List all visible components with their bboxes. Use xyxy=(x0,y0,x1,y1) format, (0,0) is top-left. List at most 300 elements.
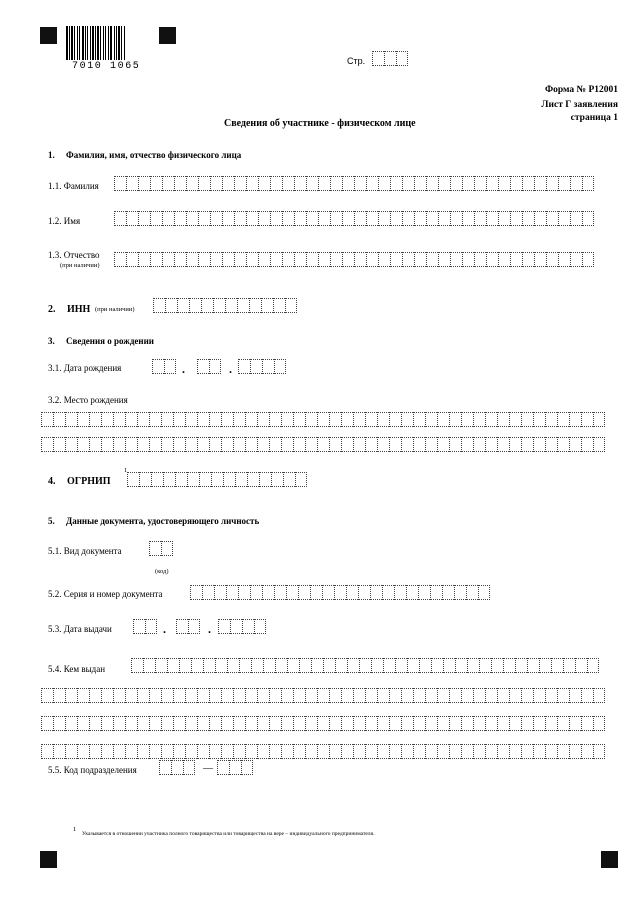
input-cell[interactable] xyxy=(250,585,262,600)
input-cell[interactable] xyxy=(77,716,89,731)
input-cell[interactable] xyxy=(217,760,229,775)
input-cell[interactable] xyxy=(473,688,485,703)
input-cell[interactable] xyxy=(317,716,329,731)
birth-day-cells[interactable] xyxy=(152,359,176,374)
input-cell[interactable] xyxy=(186,211,198,226)
input-cell[interactable] xyxy=(318,211,330,226)
input-cell[interactable] xyxy=(461,688,473,703)
input-cell[interactable] xyxy=(161,744,173,759)
input-cell[interactable] xyxy=(593,437,605,452)
input-cell[interactable] xyxy=(438,252,450,267)
input-cell[interactable] xyxy=(65,688,77,703)
input-cell[interactable] xyxy=(389,688,401,703)
input-cell[interactable] xyxy=(378,176,390,191)
input-cell[interactable] xyxy=(450,211,462,226)
input-cell[interactable] xyxy=(437,412,449,427)
input-cell[interactable] xyxy=(425,716,437,731)
input-cell[interactable] xyxy=(443,658,455,673)
input-cell[interactable] xyxy=(227,658,239,673)
input-cell[interactable] xyxy=(238,585,250,600)
birth-year-cells[interactable] xyxy=(238,359,286,374)
input-cell[interactable] xyxy=(247,472,259,487)
input-cell[interactable] xyxy=(293,412,305,427)
input-cell[interactable] xyxy=(305,744,317,759)
input-cell[interactable] xyxy=(275,658,287,673)
input-cell[interactable] xyxy=(175,472,187,487)
input-cell[interactable] xyxy=(569,716,581,731)
input-cell[interactable] xyxy=(438,176,450,191)
input-cell[interactable] xyxy=(101,688,113,703)
input-cell[interactable] xyxy=(437,688,449,703)
input-cell[interactable] xyxy=(77,688,89,703)
input-cell[interactable] xyxy=(53,412,65,427)
surname-cells[interactable] xyxy=(114,176,594,191)
input-cell[interactable] xyxy=(437,437,449,452)
input-cell[interactable] xyxy=(173,688,185,703)
input-cell[interactable] xyxy=(438,211,450,226)
input-cell[interactable] xyxy=(257,716,269,731)
input-cell[interactable] xyxy=(563,658,575,673)
input-cell[interactable] xyxy=(269,412,281,427)
input-cell[interactable] xyxy=(587,658,599,673)
input-cell[interactable] xyxy=(365,716,377,731)
input-cell[interactable] xyxy=(581,744,593,759)
input-cell[interactable] xyxy=(167,658,179,673)
input-cell[interactable] xyxy=(41,744,53,759)
input-cell[interactable] xyxy=(582,176,594,191)
input-cell[interactable] xyxy=(330,211,342,226)
input-cell[interactable] xyxy=(497,412,509,427)
input-cell[interactable] xyxy=(377,716,389,731)
input-cell[interactable] xyxy=(449,688,461,703)
input-cell[interactable] xyxy=(510,252,522,267)
input-cell[interactable] xyxy=(359,658,371,673)
input-cell[interactable] xyxy=(533,437,545,452)
input-cell[interactable] xyxy=(101,716,113,731)
input-cell[interactable] xyxy=(188,619,200,634)
input-cell[interactable] xyxy=(406,585,418,600)
input-cell[interactable] xyxy=(210,252,222,267)
input-cell[interactable] xyxy=(198,176,210,191)
division-code-cells-1[interactable] xyxy=(159,760,195,775)
input-cell[interactable] xyxy=(210,176,222,191)
input-cell[interactable] xyxy=(41,437,53,452)
input-cell[interactable] xyxy=(145,619,157,634)
input-cell[interactable] xyxy=(293,744,305,759)
input-cell[interactable] xyxy=(389,437,401,452)
input-cell[interactable] xyxy=(419,658,431,673)
input-cell[interactable] xyxy=(534,211,546,226)
input-cell[interactable] xyxy=(546,211,558,226)
input-cell[interactable] xyxy=(414,211,426,226)
input-cell[interactable] xyxy=(450,176,462,191)
input-cell[interactable] xyxy=(497,437,509,452)
input-cell[interactable] xyxy=(258,211,270,226)
input-cell[interactable] xyxy=(161,688,173,703)
input-cell[interactable] xyxy=(222,211,234,226)
input-cell[interactable] xyxy=(534,252,546,267)
input-cell[interactable] xyxy=(342,252,354,267)
input-cell[interactable] xyxy=(473,744,485,759)
input-cell[interactable] xyxy=(329,716,341,731)
input-cell[interactable] xyxy=(53,744,65,759)
input-cell[interactable] xyxy=(521,412,533,427)
input-cell[interactable] xyxy=(378,211,390,226)
input-cell[interactable] xyxy=(242,619,254,634)
input-cell[interactable] xyxy=(173,437,185,452)
input-cell[interactable] xyxy=(390,176,402,191)
input-cell[interactable] xyxy=(222,252,234,267)
input-cell[interactable] xyxy=(151,472,163,487)
input-cell[interactable] xyxy=(425,437,437,452)
input-cell[interactable] xyxy=(545,412,557,427)
input-cell[interactable] xyxy=(521,716,533,731)
input-cell[interactable] xyxy=(259,472,271,487)
input-cell[interactable] xyxy=(377,744,389,759)
input-cell[interactable] xyxy=(173,412,185,427)
input-cell[interactable] xyxy=(209,688,221,703)
input-cell[interactable] xyxy=(293,437,305,452)
input-cell[interactable] xyxy=(77,437,89,452)
input-cell[interactable] xyxy=(161,437,173,452)
input-cell[interactable] xyxy=(382,585,394,600)
input-cell[interactable] xyxy=(201,298,213,313)
input-cell[interactable] xyxy=(113,688,125,703)
input-cell[interactable] xyxy=(238,359,250,374)
input-cell[interactable] xyxy=(286,585,298,600)
input-cell[interactable] xyxy=(545,437,557,452)
input-cell[interactable] xyxy=(557,716,569,731)
input-cell[interactable] xyxy=(237,298,249,313)
input-cell[interactable] xyxy=(317,412,329,427)
input-cell[interactable] xyxy=(101,412,113,427)
document-series-number-cells[interactable] xyxy=(190,585,490,600)
input-cell[interactable] xyxy=(101,744,113,759)
document-type-cells[interactable] xyxy=(149,541,173,556)
birth-place-cells-row-2[interactable] xyxy=(41,437,605,452)
input-cell[interactable] xyxy=(366,176,378,191)
input-cell[interactable] xyxy=(89,716,101,731)
input-cell[interactable] xyxy=(198,211,210,226)
input-cell[interactable] xyxy=(353,688,365,703)
input-cell[interactable] xyxy=(522,211,534,226)
input-cell[interactable] xyxy=(137,688,149,703)
input-cell[interactable] xyxy=(114,211,126,226)
input-cell[interactable] xyxy=(474,211,486,226)
input-cell[interactable] xyxy=(233,716,245,731)
input-cell[interactable] xyxy=(533,716,545,731)
input-cell[interactable] xyxy=(557,744,569,759)
input-cell[interactable] xyxy=(294,176,306,191)
input-cell[interactable] xyxy=(197,716,209,731)
input-cell[interactable] xyxy=(269,716,281,731)
input-cell[interactable] xyxy=(414,252,426,267)
input-cell[interactable] xyxy=(218,619,230,634)
input-cell[interactable] xyxy=(365,744,377,759)
input-cell[interactable] xyxy=(113,716,125,731)
issue-day-cells[interactable] xyxy=(133,619,157,634)
input-cell[interactable] xyxy=(274,585,286,600)
input-cell[interactable] xyxy=(257,688,269,703)
birth-place-cells-row-1[interactable] xyxy=(41,412,605,427)
input-cell[interactable] xyxy=(346,585,358,600)
input-cell[interactable] xyxy=(485,688,497,703)
input-cell[interactable] xyxy=(221,744,233,759)
input-cell[interactable] xyxy=(546,252,558,267)
input-cell[interactable] xyxy=(149,541,161,556)
input-cell[interactable] xyxy=(173,716,185,731)
ogrnip-cells[interactable] xyxy=(127,472,307,487)
input-cell[interactable] xyxy=(234,252,246,267)
input-cell[interactable] xyxy=(53,437,65,452)
input-cell[interactable] xyxy=(261,298,273,313)
input-cell[interactable] xyxy=(221,437,233,452)
input-cell[interactable] xyxy=(174,252,186,267)
input-cell[interactable] xyxy=(473,412,485,427)
input-cell[interactable] xyxy=(395,658,407,673)
input-cell[interactable] xyxy=(186,176,198,191)
input-cell[interactable] xyxy=(545,688,557,703)
input-cell[interactable] xyxy=(245,688,257,703)
input-cell[interactable] xyxy=(215,658,227,673)
input-cell[interactable] xyxy=(545,744,557,759)
input-cell[interactable] xyxy=(534,176,546,191)
input-cell[interactable] xyxy=(299,658,311,673)
input-cell[interactable] xyxy=(269,744,281,759)
input-cell[interactable] xyxy=(197,688,209,703)
input-cell[interactable] xyxy=(245,412,257,427)
input-cell[interactable] xyxy=(138,252,150,267)
input-cell[interactable] xyxy=(281,412,293,427)
input-cell[interactable] xyxy=(101,437,113,452)
input-cell[interactable] xyxy=(497,688,509,703)
input-cell[interactable] xyxy=(569,688,581,703)
input-cell[interactable] xyxy=(558,211,570,226)
input-cell[interactable] xyxy=(570,252,582,267)
input-cell[interactable] xyxy=(197,744,209,759)
input-cell[interactable] xyxy=(413,412,425,427)
input-cell[interactable] xyxy=(305,437,317,452)
input-cell[interactable] xyxy=(133,619,145,634)
input-cell[interactable] xyxy=(211,472,223,487)
input-cell[interactable] xyxy=(377,412,389,427)
input-cell[interactable] xyxy=(450,252,462,267)
input-cell[interactable] xyxy=(396,51,408,66)
input-cell[interactable] xyxy=(209,412,221,427)
input-cell[interactable] xyxy=(558,252,570,267)
input-cell[interactable] xyxy=(569,412,581,427)
input-cell[interactable] xyxy=(173,744,185,759)
input-cell[interactable] xyxy=(509,744,521,759)
input-cell[interactable] xyxy=(449,412,461,427)
input-cell[interactable] xyxy=(491,658,503,673)
input-cell[interactable] xyxy=(161,541,173,556)
input-cell[interactable] xyxy=(413,744,425,759)
input-cell[interactable] xyxy=(317,437,329,452)
input-cell[interactable] xyxy=(258,252,270,267)
input-cell[interactable] xyxy=(557,688,569,703)
input-cell[interactable] xyxy=(442,585,454,600)
input-cell[interactable] xyxy=(222,176,234,191)
input-cell[interactable] xyxy=(257,437,269,452)
input-cell[interactable] xyxy=(462,176,474,191)
input-cell[interactable] xyxy=(569,437,581,452)
input-cell[interactable] xyxy=(485,716,497,731)
input-cell[interactable] xyxy=(478,585,490,600)
input-cell[interactable] xyxy=(139,472,151,487)
input-cell[interactable] xyxy=(593,744,605,759)
input-cell[interactable] xyxy=(150,252,162,267)
input-cell[interactable] xyxy=(353,437,365,452)
input-cell[interactable] xyxy=(390,211,402,226)
input-cell[interactable] xyxy=(486,176,498,191)
input-cell[interactable] xyxy=(509,688,521,703)
input-cell[interactable] xyxy=(402,176,414,191)
input-cell[interactable] xyxy=(437,744,449,759)
input-cell[interactable] xyxy=(197,437,209,452)
input-cell[interactable] xyxy=(306,252,318,267)
input-cell[interactable] xyxy=(209,716,221,731)
input-cell[interactable] xyxy=(581,716,593,731)
input-cell[interactable] xyxy=(282,176,294,191)
input-cell[interactable] xyxy=(298,585,310,600)
input-cell[interactable] xyxy=(407,658,419,673)
input-cell[interactable] xyxy=(479,658,491,673)
input-cell[interactable] xyxy=(330,252,342,267)
input-cell[interactable] xyxy=(425,744,437,759)
input-cell[interactable] xyxy=(165,298,177,313)
input-cell[interactable] xyxy=(176,619,188,634)
input-cell[interactable] xyxy=(198,252,210,267)
input-cell[interactable] xyxy=(89,412,101,427)
input-cell[interactable] xyxy=(498,252,510,267)
inn-cells[interactable] xyxy=(153,298,297,313)
input-cell[interactable] xyxy=(77,412,89,427)
input-cell[interactable] xyxy=(269,437,281,452)
input-cell[interactable] xyxy=(149,412,161,427)
input-cell[interactable] xyxy=(575,658,587,673)
input-cell[interactable] xyxy=(127,472,139,487)
input-cell[interactable] xyxy=(449,744,461,759)
input-cell[interactable] xyxy=(189,298,201,313)
input-cell[interactable] xyxy=(113,744,125,759)
input-cell[interactable] xyxy=(329,437,341,452)
input-cell[interactable] xyxy=(509,437,521,452)
input-cell[interactable] xyxy=(249,298,261,313)
input-cell[interactable] xyxy=(310,585,322,600)
input-cell[interactable] xyxy=(233,437,245,452)
input-cell[interactable] xyxy=(125,688,137,703)
input-cell[interactable] xyxy=(274,359,286,374)
input-cell[interactable] xyxy=(486,211,498,226)
input-cell[interactable] xyxy=(497,744,509,759)
input-cell[interactable] xyxy=(354,176,366,191)
input-cell[interactable] xyxy=(330,176,342,191)
input-cell[interactable] xyxy=(202,585,214,600)
input-cell[interactable] xyxy=(125,716,137,731)
input-cell[interactable] xyxy=(262,585,274,600)
input-cell[interactable] xyxy=(153,298,165,313)
input-cell[interactable] xyxy=(521,437,533,452)
input-cell[interactable] xyxy=(383,658,395,673)
input-cell[interactable] xyxy=(137,744,149,759)
input-cell[interactable] xyxy=(557,437,569,452)
input-cell[interactable] xyxy=(402,211,414,226)
input-cell[interactable] xyxy=(294,252,306,267)
input-cell[interactable] xyxy=(197,412,209,427)
input-cell[interactable] xyxy=(155,658,167,673)
input-cell[interactable] xyxy=(209,744,221,759)
input-cell[interactable] xyxy=(533,744,545,759)
input-cell[interactable] xyxy=(270,252,282,267)
input-cell[interactable] xyxy=(413,437,425,452)
input-cell[interactable] xyxy=(498,176,510,191)
input-cell[interactable] xyxy=(366,211,378,226)
input-cell[interactable] xyxy=(186,252,198,267)
page-number-cells[interactable] xyxy=(372,51,408,66)
input-cell[interactable] xyxy=(53,716,65,731)
input-cell[interactable] xyxy=(114,252,126,267)
input-cell[interactable] xyxy=(593,716,605,731)
input-cell[interactable] xyxy=(474,176,486,191)
input-cell[interactable] xyxy=(41,688,53,703)
input-cell[interactable] xyxy=(341,744,353,759)
input-cell[interactable] xyxy=(341,688,353,703)
input-cell[interactable] xyxy=(358,585,370,600)
input-cell[interactable] xyxy=(509,412,521,427)
input-cell[interactable] xyxy=(329,744,341,759)
issued-by-cells-row-4[interactable] xyxy=(41,744,605,759)
input-cell[interactable] xyxy=(65,412,77,427)
input-cell[interactable] xyxy=(199,472,211,487)
input-cell[interactable] xyxy=(233,744,245,759)
input-cell[interactable] xyxy=(131,658,143,673)
input-cell[interactable] xyxy=(179,658,191,673)
input-cell[interactable] xyxy=(329,688,341,703)
input-cell[interactable] xyxy=(581,437,593,452)
input-cell[interactable] xyxy=(305,412,317,427)
input-cell[interactable] xyxy=(522,176,534,191)
input-cell[interactable] xyxy=(150,176,162,191)
input-cell[interactable] xyxy=(214,585,226,600)
input-cell[interactable] xyxy=(229,760,241,775)
input-cell[interactable] xyxy=(317,744,329,759)
input-cell[interactable] xyxy=(474,252,486,267)
input-cell[interactable] xyxy=(418,585,430,600)
input-cell[interactable] xyxy=(185,744,197,759)
input-cell[interactable] xyxy=(402,252,414,267)
input-cell[interactable] xyxy=(226,585,238,600)
input-cell[interactable] xyxy=(223,472,235,487)
input-cell[interactable] xyxy=(370,585,382,600)
input-cell[interactable] xyxy=(365,412,377,427)
input-cell[interactable] xyxy=(257,412,269,427)
input-cell[interactable] xyxy=(190,585,202,600)
input-cell[interactable] xyxy=(401,744,413,759)
input-cell[interactable] xyxy=(234,211,246,226)
input-cell[interactable] xyxy=(271,472,283,487)
input-cell[interactable] xyxy=(126,211,138,226)
input-cell[interactable] xyxy=(413,716,425,731)
input-cell[interactable] xyxy=(174,211,186,226)
input-cell[interactable] xyxy=(213,298,225,313)
input-cell[interactable] xyxy=(185,437,197,452)
input-cell[interactable] xyxy=(210,211,222,226)
input-cell[interactable] xyxy=(467,658,479,673)
input-cell[interactable] xyxy=(341,437,353,452)
input-cell[interactable] xyxy=(230,619,242,634)
input-cell[interactable] xyxy=(203,658,215,673)
